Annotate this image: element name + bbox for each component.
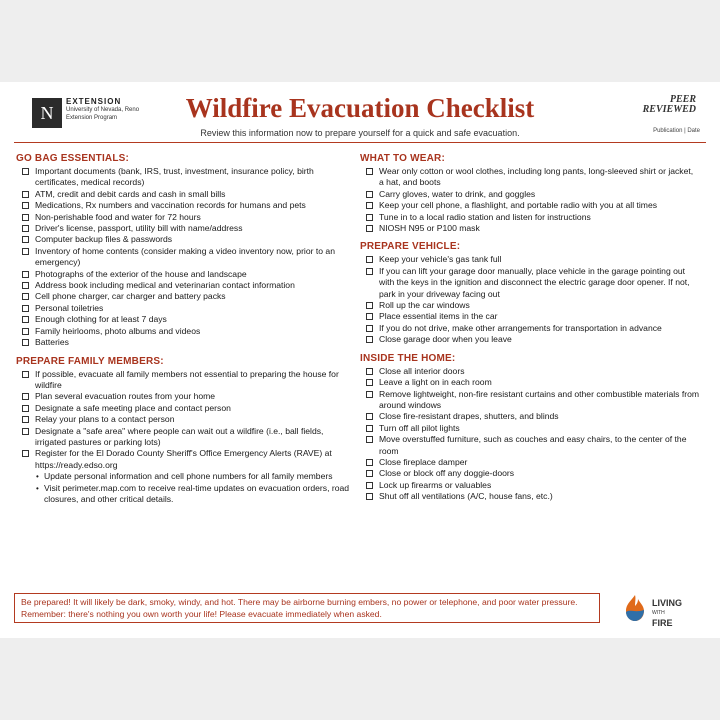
checklist-item xyxy=(16,212,350,223)
extension-line: Extension Program xyxy=(66,115,118,121)
checklist-item xyxy=(360,323,700,334)
checkbox[interactable] xyxy=(366,470,373,477)
checkbox[interactable] xyxy=(22,168,29,175)
peer-line: PEER xyxy=(669,94,696,105)
checkbox[interactable] xyxy=(22,316,29,323)
checkbox[interactable] xyxy=(22,282,29,289)
checklist-item-text: Family heirlooms, photo albums and videos xyxy=(35,325,201,336)
checkbox[interactable] xyxy=(366,325,373,332)
checklist-item xyxy=(360,377,700,388)
checklist-item-text: Close all interior doors xyxy=(379,365,465,376)
checklist-item xyxy=(360,266,700,300)
header-divider xyxy=(14,142,706,143)
checklist-item xyxy=(360,311,700,322)
page-subtitle: Review this information now to prepare yourself for a quick and safe evacuation. xyxy=(200,128,520,138)
reviewed-line: REVIEWED xyxy=(642,104,696,115)
checklist-item xyxy=(16,246,350,269)
checkbox[interactable] xyxy=(366,413,373,420)
lwf-line: LIVING xyxy=(652,598,683,608)
checklist-item-text: Personal toiletries xyxy=(35,302,104,313)
checklist-item xyxy=(16,280,350,291)
checklist-item-text: Plan several evacuation routes from your home xyxy=(35,391,216,402)
checkbox[interactable] xyxy=(366,302,373,309)
checklist-item-text: Move overstuffed furniture, such as couches and easy chairs, to the center of the room xyxy=(379,434,687,456)
checklist-item xyxy=(16,303,350,314)
checklist-item xyxy=(360,366,700,377)
section-title-go-bag: GO BAG ESSENTIALS: xyxy=(16,153,130,164)
checkbox[interactable] xyxy=(22,293,29,300)
checkbox[interactable] xyxy=(22,225,29,232)
checklist-item xyxy=(360,457,700,468)
bullet-icon: • xyxy=(36,483,39,493)
checkbox[interactable] xyxy=(366,493,373,500)
checklist-item-text: If you do not drive, make other arrangements for transportation in advance xyxy=(379,322,662,333)
evacuation-warning: Be prepared! It will likely be dark, smoky, windy, and hot. There may be airborne burning embers, no power or telephone, and poor water pressure. Remember: there's nothing you own worth your life! Please evacuate immediately when asked. xyxy=(14,593,600,623)
checklist-item-text: Remove lightweight, non-fire resistant curtains and other combustible materials from around windows xyxy=(379,388,700,410)
checklist-item-text: Turn off all pilot lights xyxy=(379,422,460,433)
checkbox[interactable] xyxy=(366,436,373,443)
page-title: Wildfire Evacuation Checklist xyxy=(185,93,535,123)
checklist-item-text: Register for the El Dorado County Sheriff's Office Emergency Alerts (RAVE) at https://ready.edso.org xyxy=(35,448,332,470)
checkbox[interactable] xyxy=(22,328,29,335)
checklist-item-text: Place essential items in the car xyxy=(379,311,498,322)
checklist-item xyxy=(360,468,700,479)
checkbox[interactable] xyxy=(366,379,373,386)
checkbox[interactable] xyxy=(366,336,373,343)
checkbox[interactable] xyxy=(366,191,373,198)
checklist-item xyxy=(16,234,350,245)
section-title-wear: WHAT TO WEAR: xyxy=(360,153,445,164)
checklist-item-text: If you can lift your garage door manually, place vehicle in the garage pointing out with the keys in the ignition and disconnect the electric garage door opener. If not, park in your driveway facing out xyxy=(379,265,690,299)
publication-info: Publication | Date xyxy=(653,128,700,134)
checklist-item-text: Tune in to a local radio station and listen for instructions xyxy=(379,211,591,222)
checkbox[interactable] xyxy=(366,482,373,489)
checklist-item-text: Wear only cotton or wool clothes, including long pants, long-sleeved shirt or jacket, a hat, and boots xyxy=(379,166,694,188)
checkbox[interactable] xyxy=(22,416,29,423)
checklist-item xyxy=(16,314,350,325)
checklist-item-text: Lock up firearms or valuables xyxy=(379,479,492,490)
checklist-item-text: Keep your vehicle's gas tank full xyxy=(379,254,502,265)
extension-line: University of Nevada, Reno xyxy=(66,107,140,113)
checklist-item-text: Designate a safe meeting place and contact person xyxy=(35,402,231,413)
checklist-item-text: ATM, credit and debit cards and cash in small bills xyxy=(35,188,226,199)
checklist-item-text: Shut off all ventilations (A/C, house fans, etc.) xyxy=(379,491,553,502)
living-with-fire-text xyxy=(652,598,682,628)
checkbox[interactable] xyxy=(22,305,29,312)
checklist-item-text: Non-perishable food and water for 72 hours xyxy=(35,211,201,222)
checklist-item-text: Carry gloves, water to drink, and goggles xyxy=(379,188,536,199)
checklist-item xyxy=(16,337,350,348)
checklist-item xyxy=(360,300,700,311)
checklist-item-text: Driver's license, passport, utility bill with name/address xyxy=(35,223,243,234)
checklist-item xyxy=(16,189,350,200)
checklist-item-text: Leave a light on in each room xyxy=(379,377,492,388)
checkbox[interactable] xyxy=(22,214,29,221)
checklist-item xyxy=(360,212,700,223)
checklist-item-text: Photographs of the exterior of the house and landscape xyxy=(35,268,247,279)
checklist-item-text: Close fireplace damper xyxy=(379,456,468,467)
go-bag-list xyxy=(16,166,350,349)
checkbox[interactable] xyxy=(22,191,29,198)
living-with-fire-logo xyxy=(620,590,706,626)
checklist-item-text: If possible, evacuate all family members not essential to preparing the house for wildfire xyxy=(35,368,339,390)
checkbox[interactable] xyxy=(366,256,373,263)
checklist-item xyxy=(360,411,700,422)
vehicle-list xyxy=(360,254,700,345)
flame-icon xyxy=(622,594,648,622)
checklist-item-text: Relay your plans to a contact person xyxy=(35,414,175,425)
checkbox[interactable] xyxy=(366,391,373,398)
checklist-item-text: Enough clothing for at least 7 days xyxy=(35,314,167,325)
sub-list-item xyxy=(36,471,350,482)
checkbox[interactable] xyxy=(366,368,373,375)
checkbox[interactable] xyxy=(22,271,29,278)
family-list xyxy=(16,369,350,472)
checkbox[interactable] xyxy=(22,450,29,457)
checkbox[interactable] xyxy=(366,225,373,232)
checklist-item-text: Designate a "safe area" where people can wait out a wildfire (i.e., ball fields, irrigated pastures or parking lots) xyxy=(35,425,324,447)
checkbox[interactable] xyxy=(366,268,373,275)
extension-title: EXTENSION xyxy=(66,97,122,106)
checkbox[interactable] xyxy=(366,168,373,175)
checklist-item xyxy=(360,491,700,502)
university-logo: N xyxy=(32,98,62,128)
checkbox[interactable] xyxy=(366,425,373,432)
checklist-item xyxy=(360,254,700,265)
checkbox[interactable] xyxy=(366,313,373,320)
checklist-item xyxy=(16,166,350,189)
checklist-item xyxy=(360,389,700,412)
checklist-item-text: Batteries xyxy=(35,337,69,348)
checklist-item-text: Address book including medical and veterinarian contact information xyxy=(35,280,295,291)
checklist-item-text: Roll up the car windows xyxy=(379,300,470,311)
checkbox[interactable] xyxy=(22,393,29,400)
peer-reviewed-badge xyxy=(620,95,696,115)
checklist-item xyxy=(16,403,350,414)
checkbox[interactable] xyxy=(22,339,29,346)
checkbox[interactable] xyxy=(22,428,29,435)
checklist-item xyxy=(16,426,350,449)
checkbox[interactable] xyxy=(22,248,29,255)
checklist-item xyxy=(360,189,700,200)
checklist-item-text: Close or block off any doggie-doors xyxy=(379,468,515,479)
checklist-item-text: NIOSH N95 or P100 mask xyxy=(379,223,480,234)
left-column xyxy=(16,153,350,505)
checkbox[interactable] xyxy=(22,405,29,412)
checklist-item-text: Important documents (bank, IRS, trust, investment, insurance policy, birth certificates, medical records) xyxy=(35,166,314,188)
checklist-item xyxy=(360,334,700,345)
checkbox[interactable] xyxy=(366,202,373,209)
checklist-item xyxy=(16,414,350,425)
lwf-line: WITH xyxy=(652,610,665,616)
checkbox[interactable] xyxy=(22,236,29,243)
checklist-item-text: Close fire-resistant drapes, shutters, and blinds xyxy=(379,411,559,422)
checklist-item xyxy=(16,223,350,234)
section-title-family: PREPARE FAMILY MEMBERS: xyxy=(16,355,164,367)
section-title-vehicle: PREPARE VEHICLE: xyxy=(360,241,461,253)
sub-list-item xyxy=(36,483,350,506)
checklist-item xyxy=(360,223,700,234)
checkbox[interactable] xyxy=(366,214,373,221)
checklist-item xyxy=(16,369,350,392)
checklist-item xyxy=(360,434,700,457)
checklist-item xyxy=(16,326,350,337)
checklist-item-text: Close garage door when you leave xyxy=(379,334,512,345)
checklist-item xyxy=(16,448,350,471)
home-list xyxy=(360,366,700,503)
right-column xyxy=(360,153,700,503)
checklist-item-text: Cell phone charger, car charger and battery packs xyxy=(35,291,226,302)
checklist-item-text: Keep your cell phone, a flashlight, and portable radio with you at all times xyxy=(379,200,658,211)
checklist-item xyxy=(360,480,700,491)
sub-list-item-text: Update personal information and cell phone numbers for all family members xyxy=(44,471,333,482)
section-title-home: INSIDE THE HOME: xyxy=(360,352,456,364)
family-sub-list xyxy=(16,471,350,505)
checklist-item xyxy=(16,391,350,402)
checklist-item-text: Medications, Rx numbers and vaccination records for humans and pets xyxy=(35,200,306,211)
wear-list xyxy=(360,166,700,234)
checklist-item xyxy=(16,269,350,280)
checklist-item-text: Computer backup files & passwords xyxy=(35,234,173,245)
checkbox[interactable] xyxy=(366,459,373,466)
checklist-item xyxy=(360,166,700,189)
lwf-line: FIRE xyxy=(652,618,673,628)
checklist-item xyxy=(16,200,350,211)
checkbox[interactable] xyxy=(22,202,29,209)
checklist-item xyxy=(16,291,350,302)
checklist-item xyxy=(360,423,700,434)
sub-list-item-text: Visit perimeter.map.com to receive real-time updates on evacuation orders, road closures, and other critical details. xyxy=(44,482,350,504)
checklist-item xyxy=(360,200,700,211)
checkbox[interactable] xyxy=(22,371,29,378)
checklist-item-text: Inventory of home contents (consider making a video inventory now, prior to an emergency) xyxy=(35,245,335,268)
extension-block xyxy=(66,98,161,122)
bullet-icon: • xyxy=(36,472,39,482)
